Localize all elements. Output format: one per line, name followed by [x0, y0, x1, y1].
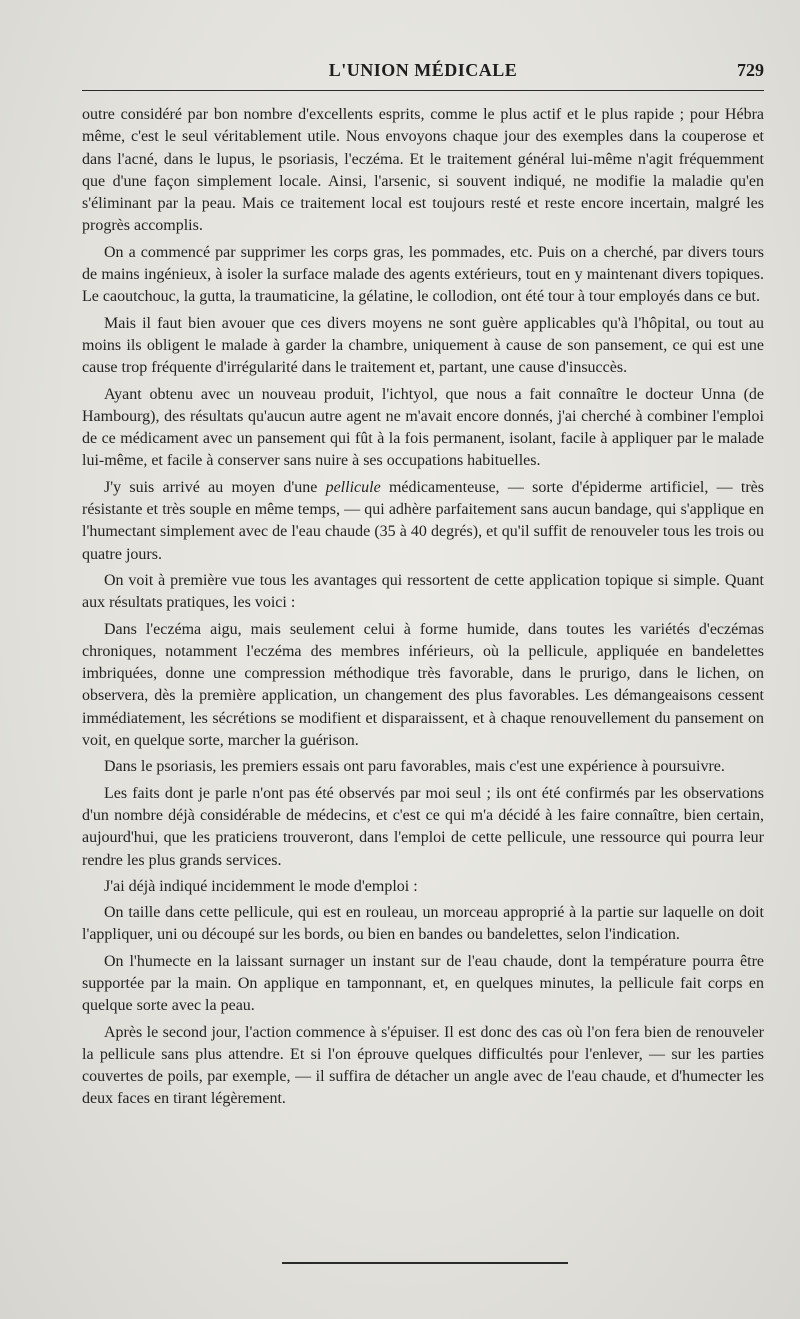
page-number: 729: [737, 60, 764, 80]
paragraph-3: Mais il faut bien avouer que ces divers moyens ne sont guère applicables qu'à l'hôpital, ou tout au moins ils obligent le malade à garder la chambre, uniquement à cause de son pansement, ce qui est une cause trop fréquente d'irrégularité dans le traitement et, partant, une cause d'insuccès.: [82, 314, 764, 377]
paragraph-11: On taille dans cette pellicule, qui est en rouleau, un morceau approprié à la partie sur laquelle on doit l'appliquer, uni ou découpé sur les bords, ou bien en bandes ou bandelettes, selon l'indication.: [82, 904, 764, 944]
paragraph-13: Après le second jour, l'action commence à s'épuiser. Il est donc des cas où l'on fera bien de renouveler la pellicule sans plus attendre. Et si l'on éprouve quelques difficultés pour l'enlever, — sur les parties couvertes de poils, par exemple, — il suffira de détacher un angle avec de l'eau chaude, et d'humecter les deux faces en tirant légèrement.: [82, 1023, 764, 1108]
footer-rule: [282, 1262, 568, 1264]
running-title: L'UNION MÉDICALE: [328, 60, 518, 80]
paragraph-5-end: médicamenteuse, — sorte d'épiderme artificiel, — très résistante et très souple en même temps, — qui adhère parfaitement sans aucun bandage, qui s'applique en l'humectant simplement avec de l'eau chaude (35 à 40 degrés), et qu'il suffit de renouveler tous les trois ou quatre jours.: [82, 478, 764, 563]
header-rule: [82, 90, 764, 91]
paragraph-8: Dans le psoriasis, les premiers essais ont paru favorables, mais c'est une expérience à poursuivre.: [104, 758, 725, 776]
article-body: [82, 104, 764, 1115]
paragraph-4: Ayant obtenu avec un nouveau produit, l'ichtyol, que nous a fait connaître le docteur Unna (de Hambourg), des résultats qu'aucun autre agent ne m'avait encore donnés, j'ai cherché à combiner l'emploi de ce médicament avec un pansement qui fût à la fois permanent, isolant, facile à appliquer par le malade lui-même, et facile à conserver sans nuire à ses occupations habituelles.: [82, 385, 764, 470]
paragraph-5-emphasis: pellicule: [325, 478, 381, 496]
paragraph-7: Dans l'eczéma aigu, mais seulement celui à forme humide, dans toutes les variétés d'eczémas chroniques, notamment l'eczéma des membres inférieurs, où la pellicule, appliquée en bandelettes imbriquées, donne une compression méthodique très favorable, dans le prurigo, dans le lichen, on observera, dès la première application, un changement des plus favorables. Les démangeaisons cessent immédiatement, les sécrétions se modifient et disparaissent, et à chaque renouvellement du pansement on voit, en quelque sorte, marcher la guérison.: [82, 620, 764, 750]
paragraph-9: Les faits dont je parle n'ont pas été observés par moi seul ; ils ont été confirmés par les observations d'un nombre déjà considérable de médecins, et c'est ce qui m'a décidé à les faire connaître, bien certain, aujourd'hui, que les praticiens trouveront, dans l'emploi de cette pellicule, une ressource qui pourra leur rendre les plus grands services.: [82, 784, 764, 869]
page-header: [82, 58, 764, 88]
paragraph-12: On l'humecte en la laissant surnager un instant sur de l'eau chaude, dont la température pourra être supportée par la main. On applique en tamponnant, et, en quelques minutes, la pellicule fait corps en quelque sorte avec la peau.: [82, 952, 764, 1015]
paragraph-5: [82, 477, 764, 566]
paragraph-1: outre considéré par bon nombre d'excellents esprits, comme le plus actif et le plus rapide ; pour Hébra même, c'est le seul véritablement utile. Nous envoyons chaque jour des exemples dans la couperose et dans l'acné, dans le lupus, le psoriasis, l'eczéma. Et le traitement général lui-même n'agit fréquemment que d'une façon simplement locale. Ainsi, l'arsenic, si souvent indiqué, ne modifie la maladie qu'en s'éliminant par la peau. Mais ce traitement local est toujours resté et reste encore incertain, malgré les progrès accomplis.: [82, 106, 764, 235]
paragraph-5-start: J'y suis arrivé au moyen d'une: [104, 478, 326, 496]
paragraph-6: On voit à première vue tous les avantages qui ressortent de cette application topique si simple. Quant aux résultats pratiques, les voici :: [82, 571, 764, 612]
paragraph-10: J'ai déjà indiqué incidemment le mode d'emploi :: [104, 877, 418, 895]
paragraph-2: On a commencé par supprimer les corps gras, les pommades, etc. Puis on a cherché, par divers tours de mains ingénieux, à isoler la surface malade des agents extérieurs, tout en y maintenant divers topiques. Le caoutchouc, la gutta, la traumaticine, la gélatine, le collodion, ont été tour à tour employés dans ce but.: [82, 243, 764, 306]
